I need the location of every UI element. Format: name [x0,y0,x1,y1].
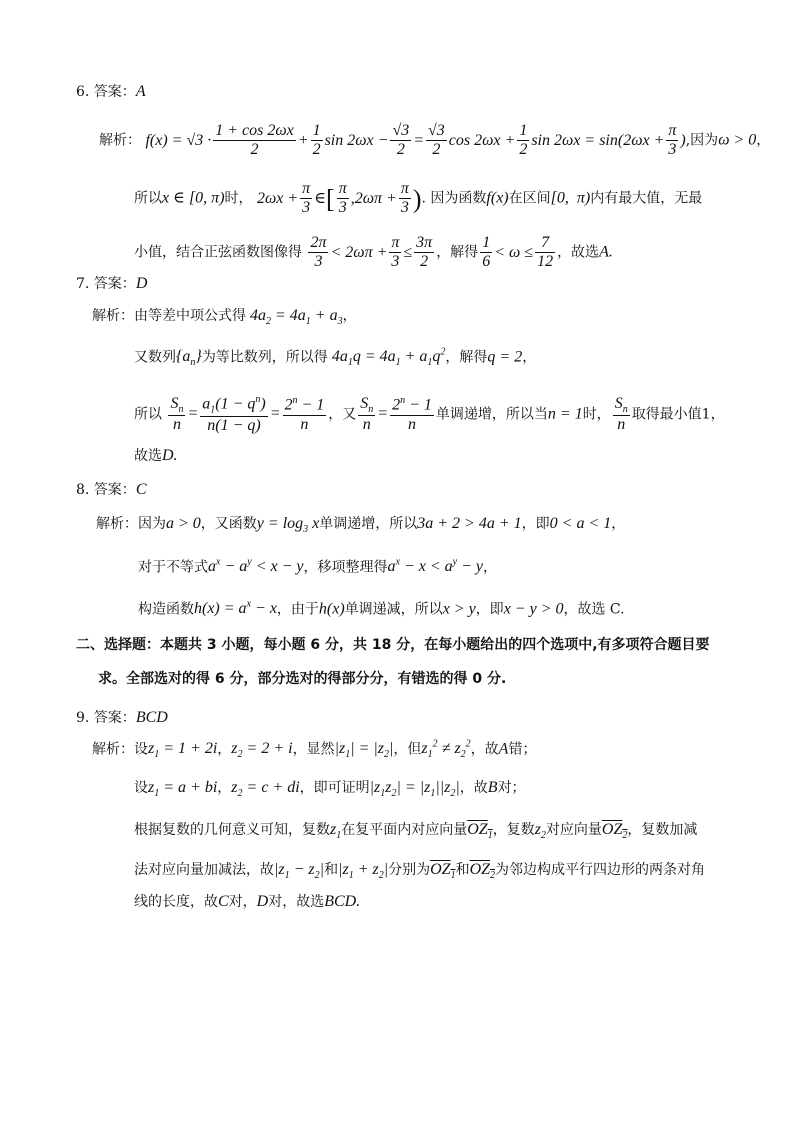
q9-heading: 9. 答案：BCD [76,709,168,726]
q7-line4: 故选D. [134,447,178,464]
q6-line1: 解析： f(x) = √3 · $\frac{1 + \cos 2\omega x}{2}$ + $\frac{1}{2}$ sin 2ωx − $\frac{√3}{2}$ = $\frac{√3}{2}$ cos 2ωx + $\frac{1}{2}$ sin 2ωx = sin(2ωx + $\frac{\pi}{3}$ ),因为ω > 0， [99,122,771,159]
q9-line1: 解析：设$z_1 = 1 + 2i$，$z_2 = 2 + i$，显然$|z_1| = |z_2|$，但$z_1^2 \ne z_2^2$，故A错； [92,739,537,761]
q7-line3: 所以 $\frac{S_n}{n}$ = $\frac{a_1(1 - q^n)}{n(1 - q)}$ = $\frac{2^n - 1}{n}$ ，又 $\frac{S_n}{n}$ = $\frac{2^n - 1}{n}$ 单调递增，所以当n = 1时， $\frac{S_n}{n}$ 取得最小值1， [134,394,725,435]
q8-heading: 8. 答案：C [76,481,147,498]
section-heading-line2: 求。全部选对的得 6 分，部分选对的得部分分，有错选的得 0 分. [98,671,507,687]
q8-line1: 解析：因为a > 0，又函数$y = \log_3 x$单调递增，所以3a + 2 > 4a + 1，即0 < a < 1， [96,515,626,536]
q7-heading: 7. 答案：D [76,275,148,292]
q6-heading: 6. 答案：A [76,83,146,100]
section-heading-line1: 二、选择题：本题共 3 小题，每小题 6 分，共 18 分，在每小题给出的四个选项中,有多项符合题目要 [76,637,710,653]
q6-line2: 所以x ∈ [0, π)时， 2ωx + $\frac{\pi}{3}$ ∈[ $\frac{\pi}{3}$ ,2ωπ + $\frac{\pi}{3}$ ). 因为函数f(x)在区间[0, π)内有最大值，无最 [134,180,703,217]
q9-line4: 法对应向量加减法，故$|z_1 - z_2|$和$|z_1 + z_2|$分别为$OZ_1$和$OZ_2$为邻边构成平行四边形的两条对角 [134,861,706,882]
q9-line5: 线的长度，故C对，D对，故选BCD. [134,893,361,910]
q9-line2: 设$z_1 = a$ + bi，$z_2 = c$ + di，即可证明$|z_1z_2| = |z_1||z_2|$，故B对； [134,779,526,800]
q7-line2: 又数列$\{a_n\}$为等比数列，所以得 $4a_1q = 4a_1 + a_1q^2$，解得q = 2， [134,347,537,369]
q7-line1: 解析：由等差中项公式得 $4a_2 = 4a_1 + a_3$， [92,307,357,328]
q9-line3: 根据复数的几何意义可知，复数$z_1$在复平面内对应向量$OZ_1$，复数$z_2$对应向量$OZ_2$，复数加减 [134,821,698,842]
q8-line3: 构造函数$h(x) = a^x - x$，由于h(x)单调递减，所以x > y，即x − y > 0，故选 C. [138,599,625,618]
q8-line2: 对于不等式$a^x - a^y < x - y$，移项整理得$a^x - x < a^y - y$， [138,557,498,576]
q6-equation: f(x) = √3 · $\frac{1 + \cos 2\omega x}{2}$ + $\frac{1}{2}$ sin 2ωx − $\frac{√3}{2}$ = $\frac{√3}{2}$ cos 2ωx + $\frac{1}{2}$ sin 2ωx = sin(2ωx + $\frac{\pi}{3}$ ) [145,122,686,159]
q6-line3: 小值，结合正弦函数图像得 $\frac{2\pi}{3}$ < 2ωπ + $\frac{\pi}{3}$ ≤ $\frac{3\pi}{2}$ ，解得 $\frac{1}{6}$ < ω ≤ $\frac{7}{12}$ ，故选A. [134,234,613,271]
